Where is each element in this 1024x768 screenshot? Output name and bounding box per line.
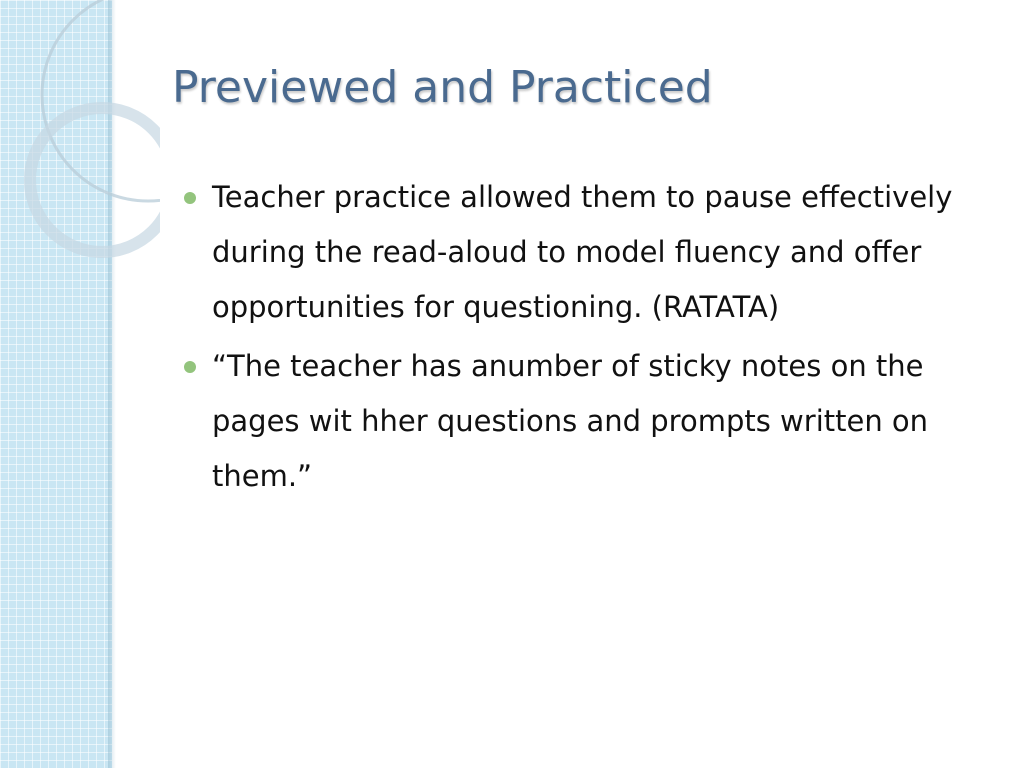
bullet-item xyxy=(182,339,992,504)
slide-title: Previewed and Practiced xyxy=(172,62,713,113)
bullet-text: “The teacher has anumber of sticky notes on the pages wit hher questions and prompts written on them.” xyxy=(212,349,929,493)
bullet-item xyxy=(182,170,992,335)
bullet-dot-icon xyxy=(184,192,196,204)
bullet-list xyxy=(182,170,992,508)
bullet-text: Teacher practice allowed them to pause effectively during the read-aloud to model fluency and offer opportunities for questioning. (RATATA) xyxy=(212,180,953,324)
bullet-dot-icon xyxy=(184,361,196,373)
decorative-circles xyxy=(0,0,160,280)
